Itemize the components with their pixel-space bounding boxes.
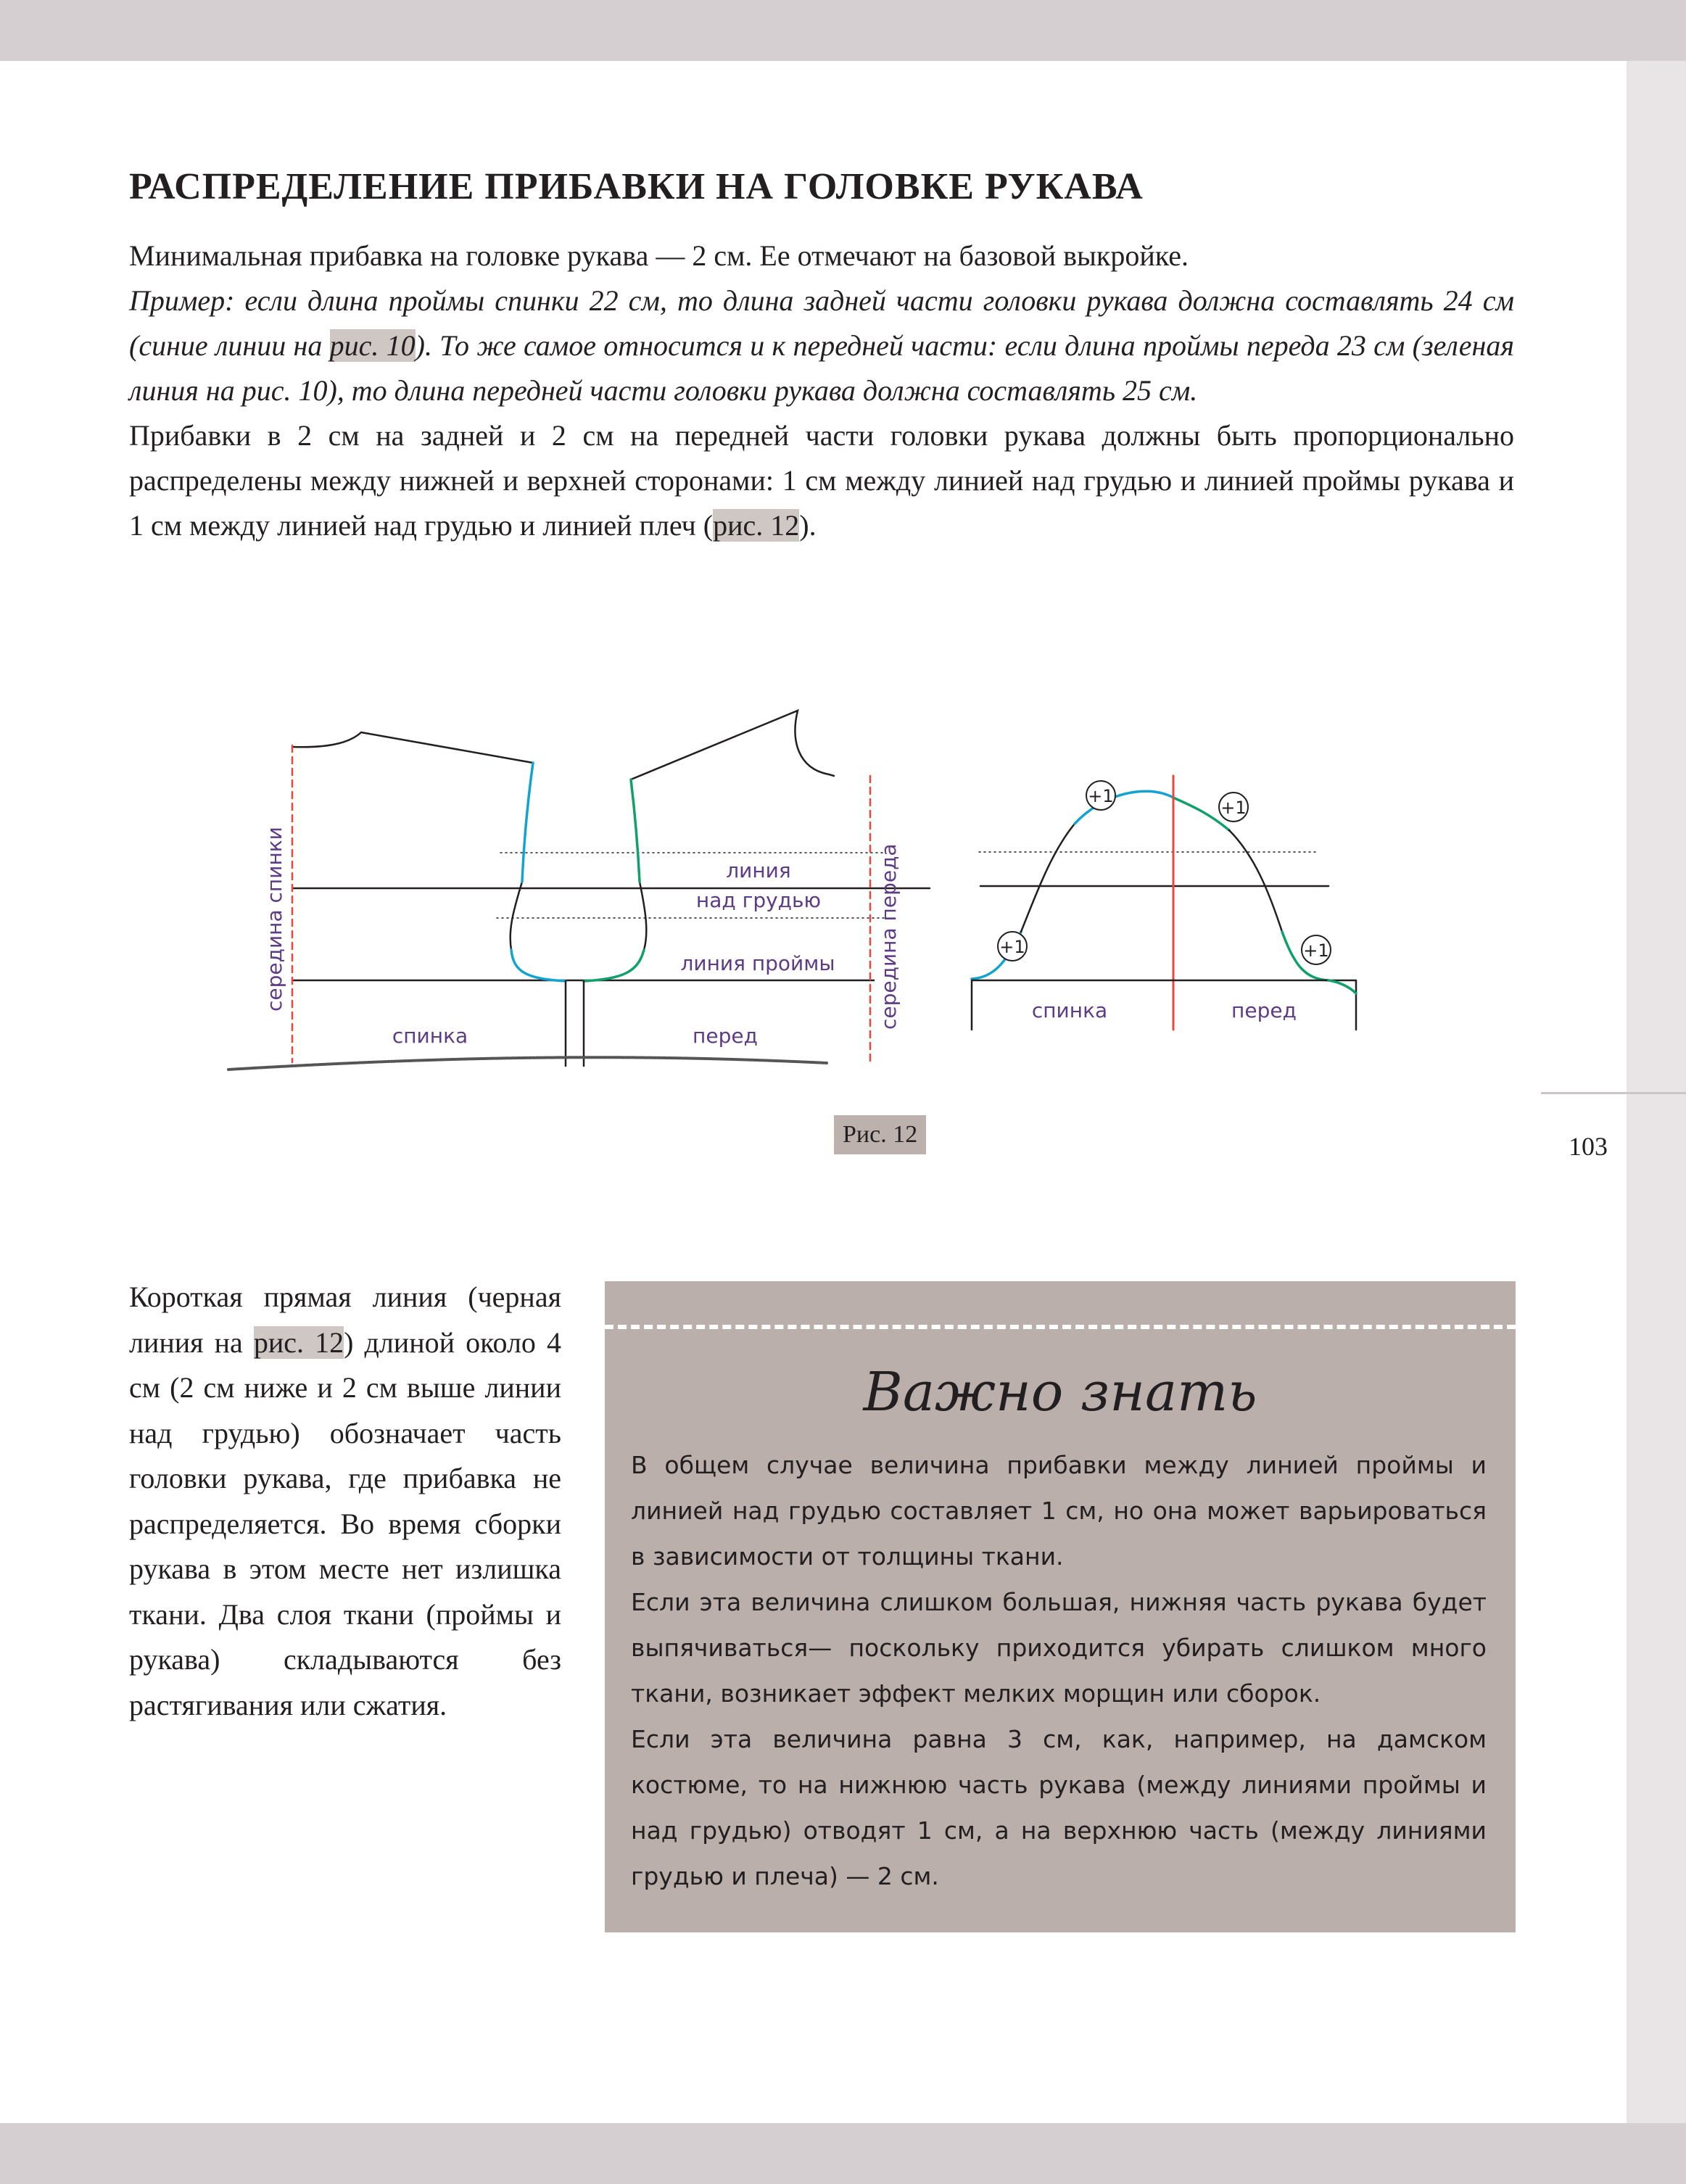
- body-text: [129, 233, 1514, 548]
- note-box-dashed-rule: [605, 1325, 1516, 1329]
- plus-one-text-1: +1: [1088, 786, 1114, 806]
- sleeve-cap-front-middle: [1229, 830, 1282, 932]
- label-sleeve-front: перед: [1231, 998, 1297, 1022]
- label-line-above-chest-1: линия: [726, 859, 791, 882]
- label-back: спинка: [392, 1024, 468, 1048]
- paragraph-example: [129, 278, 1514, 413]
- example-text-start: Пример: если длина проймы спинки 22 см, то длина задней части головки рукава должна составлять 24 см (синие линии на: [129, 284, 1514, 362]
- figure-ref-10[interactable]: рис. 10: [329, 329, 416, 362]
- paragraph-3-end: ).: [799, 509, 817, 542]
- front-armhole-curve-green: [584, 950, 644, 981]
- bottom-band: [0, 2123, 1686, 2184]
- top-band: [0, 0, 1686, 61]
- side-figure-ref-12[interactable]: рис. 12: [253, 1325, 344, 1359]
- note-title: Важно знать: [863, 1361, 1257, 1423]
- paragraph-3: [129, 413, 1514, 548]
- side-text-start: Короткая прямая линия (черная линия на: [129, 1281, 561, 1359]
- figure-caption: Рис. 12: [834, 1115, 926, 1154]
- sleeve-base-edge: [1328, 980, 1356, 993]
- hem-line: [228, 1057, 827, 1070]
- label-armhole-line: линия проймы: [680, 951, 835, 975]
- folio-rule: [1541, 1092, 1686, 1094]
- note-paragraph-3: Если эта величина равна 3 см, как, например, на дамском костюме, то на нижнюю часть рукава (между линиями проймы и над грудью) отводят 1 см, а на верхнюю часть (между линиями грудью и плеча) — 2 см.: [631, 1725, 1487, 1890]
- back-armhole-blue: [522, 763, 533, 882]
- label-center-back: середина спинки: [263, 827, 286, 1012]
- figure-ref-12[interactable]: рис. 12: [713, 509, 800, 542]
- paragraph-3-start: Прибавки в 2 см на задней и 2 см на передней части головки рукава должны быть пропорционально распределены между нижней и верхней сторонами: 1 см между линией над грудью и линией проймы рукава и 1 см между линией над грудью и линией плеч (: [129, 419, 1514, 542]
- label-line-above-chest-2: над грудью: [695, 888, 822, 912]
- side-text-end: ) длиной около 4 см (2 см ниже и 2 см выше линии над грудью) обозначает часть головки рукава, где прибавка не распределяется. Во время сборки рукава в этом месте нет излишка ткани. Два слоя ткани (проймы и рукава) складываются без растягивания или сжатия.: [129, 1325, 561, 1721]
- paragraph-1: Минимальная прибавка на головке рукава — 2 см. Ее отмечают на базовой выкройке.: [129, 239, 1189, 272]
- side-text: [129, 1275, 561, 1728]
- section-heading: РАСПРЕДЕЛЕНИЕ ПРИБАВКИ НА ГОЛОВКЕ РУКАВА: [129, 166, 1144, 207]
- label-sleeve-back: спинка: [1031, 998, 1108, 1022]
- note-box: [605, 1281, 1516, 1932]
- front-shoulder-neck: [631, 711, 834, 779]
- sleeve-cap-back-middle: [1021, 824, 1075, 932]
- plus-one-text-4: +1: [1303, 940, 1329, 961]
- label-front: перед: [693, 1024, 758, 1048]
- note-paragraph-1: В общем случае величина прибавки между линией проймы и линией над грудью составляет 1 см, но она может варьироваться в зависимости от толщины ткани.: [631, 1451, 1487, 1571]
- front-armhole-green: [631, 779, 640, 882]
- plus-one-text-2: +1: [1220, 798, 1247, 818]
- back-neckline-shoulder: [292, 732, 533, 763]
- back-armhole-lower: [511, 882, 522, 950]
- page-number: 103: [1569, 1132, 1608, 1161]
- side-paragraph: [129, 1275, 561, 1728]
- label-center-front: середина переда: [877, 843, 901, 1030]
- note-paragraph-2: Если эта величина слишком большая, нижняя часть рукава будет выпячиваться— поскольку приходится убирать слишком много ткани, возникает эффект мелких морщин или сборок.: [631, 1588, 1487, 1708]
- note-text: [631, 1442, 1487, 1899]
- figure-12-diagram: [218, 696, 1378, 1088]
- sleeve-base: [972, 980, 1356, 1030]
- plus-one-text-3: +1: [999, 937, 1025, 957]
- front-armhole-lower: [640, 882, 646, 950]
- example-text-end: ). То же самое относится и к передней части: если длина проймы переда 23 см (зеленая линия на рис. 10), то длина передней части головки рукава должна составлять 25 см.: [129, 329, 1514, 407]
- back-armhole-curve-blue: [511, 950, 566, 981]
